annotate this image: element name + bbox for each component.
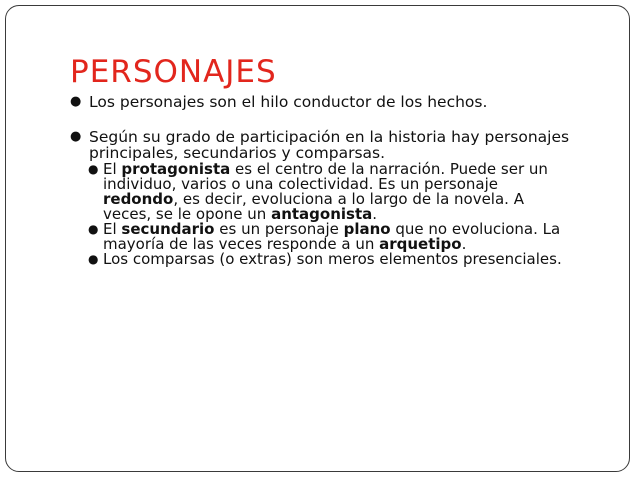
bullet-icon: ● bbox=[88, 162, 99, 176]
bullet-item bbox=[70, 94, 610, 110]
text-run: El bbox=[103, 220, 122, 238]
text-run: veces, se le opone un bbox=[103, 205, 272, 223]
text-run: . bbox=[372, 205, 378, 223]
text-run: mayoría de las veces responde a un bbox=[103, 235, 380, 253]
sub-bullet-item bbox=[70, 252, 610, 267]
bold-term: antagonista bbox=[271, 205, 373, 223]
text-run: , es decir, evoluciona a lo largo de la novela. A bbox=[173, 190, 524, 208]
text-run: es el centro de la narración. Puede ser un bbox=[230, 160, 548, 178]
sub-bullet-line: Los comparsas (o extras) son meros elementos presenciales. bbox=[103, 250, 562, 268]
sub-bullet-line: individuo, varios o una colectividad. Es un personaje bbox=[103, 175, 499, 193]
sub-bullet-item bbox=[70, 162, 610, 222]
bullet-icon: ● bbox=[88, 222, 99, 236]
sub-bullet-item bbox=[70, 222, 610, 252]
bullet-text-line: principales, secundarios y comparsas. bbox=[89, 144, 386, 162]
bullet-item bbox=[70, 129, 610, 161]
bold-term: plano bbox=[343, 220, 391, 238]
bold-term: redondo bbox=[103, 190, 174, 208]
bold-term: arquetipo bbox=[379, 235, 462, 253]
slide-title: PERSONAJES bbox=[70, 54, 277, 90]
bullet-icon: ● bbox=[70, 94, 82, 109]
bullet-text: Los personajes son el hilo conductor de los hechos. bbox=[89, 93, 488, 111]
text-run: que no evoluciona. La bbox=[390, 220, 561, 238]
bullet-icon: ● bbox=[88, 252, 99, 266]
text-run: El bbox=[103, 160, 122, 178]
text-run: . bbox=[461, 235, 467, 253]
bullet-text-line: Según su grado de participación en la historia hay personajes bbox=[89, 128, 570, 146]
bullet-icon: ● bbox=[70, 129, 82, 144]
bold-term: protagonista bbox=[121, 160, 231, 178]
slide-content bbox=[70, 94, 610, 267]
text-run: es un personaje bbox=[214, 220, 344, 238]
bold-term: secundario bbox=[121, 220, 215, 238]
